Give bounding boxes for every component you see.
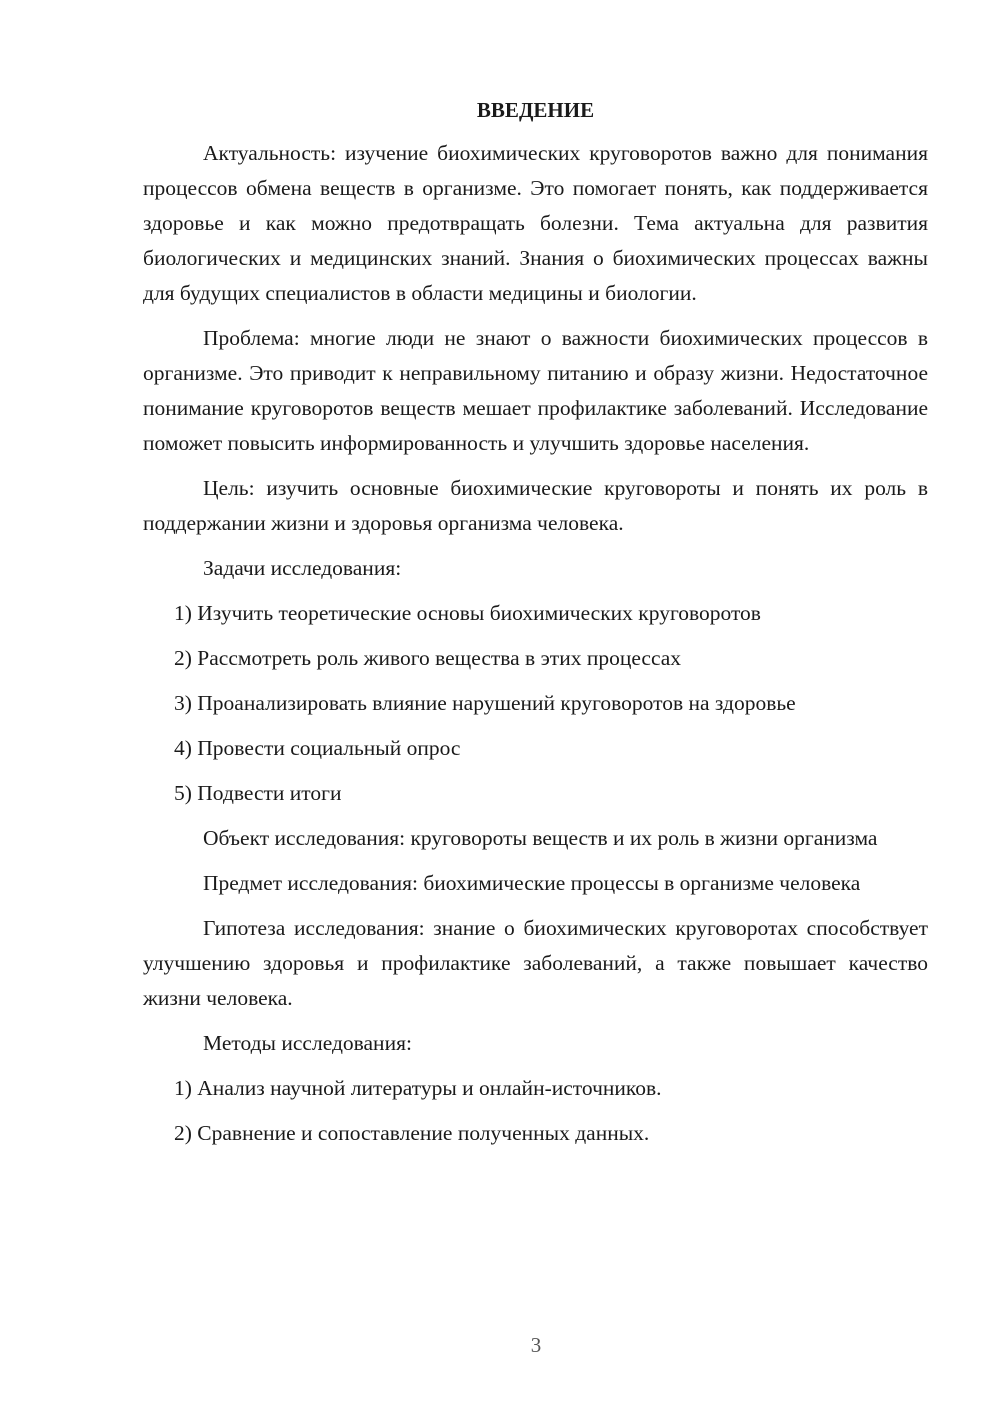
- task-item: 5) Подвести итоги: [174, 781, 342, 805]
- task-item: 2) Рассмотреть роль живого вещества в этих процессах: [174, 646, 682, 670]
- problem-paragraph: Проблема: многие люди не знают о важности биохимических процессов в организме. Это приводит к неправильному питанию и образу жизни. Недостаточное понимание круговоротов веществ мешает профилактике заболеваний. Исследование поможет повысить информированность и улучшить здоровье населения.: [143, 326, 928, 455]
- task-item: 1) Изучить теоретические основы биохимических круговоротов: [174, 601, 761, 625]
- task-item: 3) Проанализировать влияние нарушений круговоротов на здоровье: [174, 691, 796, 715]
- method-item: 2) Сравнение и сопоставление полученных данных.: [174, 1121, 650, 1145]
- methods-heading: Методы исследования:: [203, 1031, 412, 1055]
- tasks-list: [143, 596, 928, 811]
- hypothesis-paragraph: Гипотеза исследования: знание о биохимических круговоротах способствует улучшению здоровья и профилактике заболеваний, а также повышает качество жизни человека.: [143, 916, 928, 1010]
- relevance-paragraph: Актуальность: изучение биохимических круговоротов важно для понимания процессов обмена веществ в организме. Это помогает понять, как поддерживается здоровье и как можно предотвращать болезни. Тема актуальна для развития биологических и медицинских знаний. Знания о биохимических процессах важны для будущих специалистов в области медицины и биологии.: [143, 141, 928, 305]
- page-number: 3: [530, 1333, 542, 1357]
- section-title: ВВЕДЕНИЕ: [476, 98, 595, 122]
- task-item: 4) Провести социальный опрос: [174, 736, 461, 760]
- subject-paragraph: Предмет исследования: биохимические процессы в организме человека: [203, 871, 861, 895]
- object-paragraph: Объект исследования: круговороты веществ и их роль в жизни организма: [203, 826, 878, 850]
- goal-paragraph: Цель: изучить основные биохимические круговороты и понять их роль в поддержании жизни и здоровья организма человека.: [143, 476, 928, 535]
- document-page: [143, 92, 928, 1161]
- tasks-heading: Задачи исследования:: [203, 556, 402, 580]
- methods-list: [143, 1071, 928, 1151]
- method-item: 1) Анализ научной литературы и онлайн-источников.: [174, 1076, 662, 1100]
